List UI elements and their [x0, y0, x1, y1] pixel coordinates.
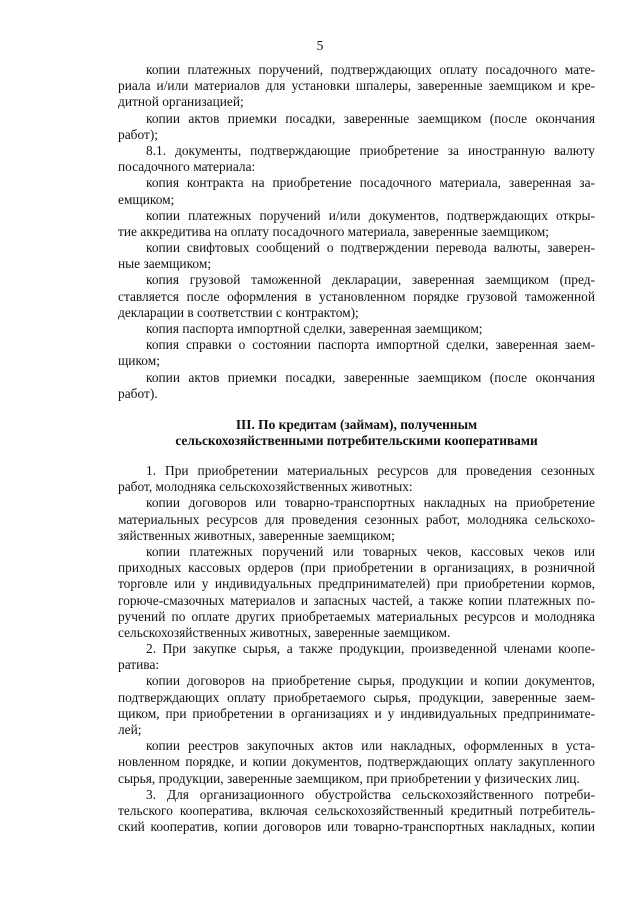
text-line: работ). [118, 385, 158, 401]
text-line: работ, молодняка сельскохозяйственных животных: [118, 479, 413, 495]
text-line: декларации в соответствии с контрактом); [118, 304, 359, 320]
text-line: копия справки о состоянии паспорта импортной сделки, заверенная заем- [146, 337, 595, 353]
text-line: посадочного материала: [118, 159, 256, 175]
text-line: 2. При закупке сырья, а также продукции, произведенной членами коопе- [146, 641, 595, 657]
text-line: копия паспорта импортной сделки, заверенная заемщиком; [146, 321, 483, 336]
text-line: горюче-смазочных материалов и запасных частей, а также копии платежных по- [118, 592, 595, 608]
text-line: ставляется после оформления в установленном порядке грузовой таможенной [118, 288, 595, 304]
text-line: копии платежных поручений или товарных чеков, кассовых чеков или [146, 543, 595, 559]
text-line: приходных кассовых ордеров (при приобретении в организациях, в розничной [118, 560, 595, 576]
heading-line: III. По кредитам (займам), полученным [235, 417, 478, 432]
text-line: ручений по оплате других приобретаемых материальных ресурсов и молодняка [118, 608, 595, 624]
text-line: материальных ресурсов для проведения сезонных работ, молодняка сельскохо- [118, 511, 595, 527]
text-line: подтверждающих оплату приобретаемого сырья, продукции, заверенные заем- [118, 689, 595, 705]
heading-line: сельскохозяйственными потребительскими кооперативами [175, 433, 538, 449]
text-line: ский кооператив, копии договоров или товарно-транспортных накладных, копии [118, 819, 595, 835]
text-line: сельскохозяйственных животных, заверенные заемщиком. [118, 624, 451, 640]
text-line: работ); [118, 126, 159, 142]
page-number: 5 [316, 38, 324, 53]
text-line: дитной организацией; [118, 94, 244, 110]
text-line: копия грузовой таможенной декларации, заверенная заемщиком (пред- [146, 272, 595, 288]
text-line: копии платежных поручений и/или документов, подтверждающих откры- [146, 207, 595, 223]
text-line: щиком, при приобретении в организациях и у индивидуальных предпринимате- [118, 705, 595, 721]
section-1-body [118, 62, 595, 402]
text-line: емщиком; [118, 191, 175, 207]
section-2-body [118, 463, 595, 835]
text-line: щиком; [118, 353, 160, 369]
text-line: копии актов приемки посадки, заверенные заемщиком (после окончания [146, 110, 595, 126]
text-line: 1. При приобретении материальных ресурсов для проведения сезонных [146, 463, 595, 478]
text-line: копии договоров или товарно-транспортных накладных на приобретение [146, 495, 595, 511]
text-line: зяйственных животных, заверенные заемщиком; [118, 527, 395, 543]
text-line: копии договоров на приобретение сырья, продукции и копии документов, [146, 673, 595, 689]
text-line: тие аккредитива на оплату посадочного материала, заверенные заемщиком; [118, 223, 549, 239]
text-line: торговле или у индивидуальных предпринимателей) при приобретении кормов, [118, 576, 595, 592]
text-line: 3. Для организационного обустройства сельскохозяйственного потреби- [146, 786, 595, 802]
text-line: копия контракта на приобретение посадочного материала, заверенная за- [146, 175, 595, 191]
text-line: 8.1. документы, подтверждающие приобретение за иностранную валюту [146, 142, 595, 158]
section-heading [118, 417, 595, 449]
text-line: копии реестров закупочных актов или накладных, оформленных в уста- [146, 738, 595, 754]
text-line: новленном порядке, и копии документов, подтверждающих оплату закупленного [118, 754, 595, 770]
text-line: риала и/или материалов для установки шпалеры, заверенные заемщиком и кре- [118, 78, 595, 94]
text-line: лей; [118, 722, 142, 737]
text-line: копии свифтовых сообщений о подтверждении перевода валюты, заверен- [146, 240, 595, 256]
text-line: ные заемщиком; [118, 256, 212, 272]
text-line: ратива: [118, 657, 160, 673]
text-line: копии актов приемки посадки, заверенные заемщиком (после окончания [146, 369, 595, 385]
text-line: копии платежных поручений, подтверждающих оплату посадочного мате- [146, 62, 595, 77]
text-line: сырья, продукции, заверенные заемщиком, при приобретении у физических лиц. [118, 770, 580, 786]
text-line: тельского кооператива, включая сельскохозяйственный кредитный потребитель- [118, 802, 595, 818]
